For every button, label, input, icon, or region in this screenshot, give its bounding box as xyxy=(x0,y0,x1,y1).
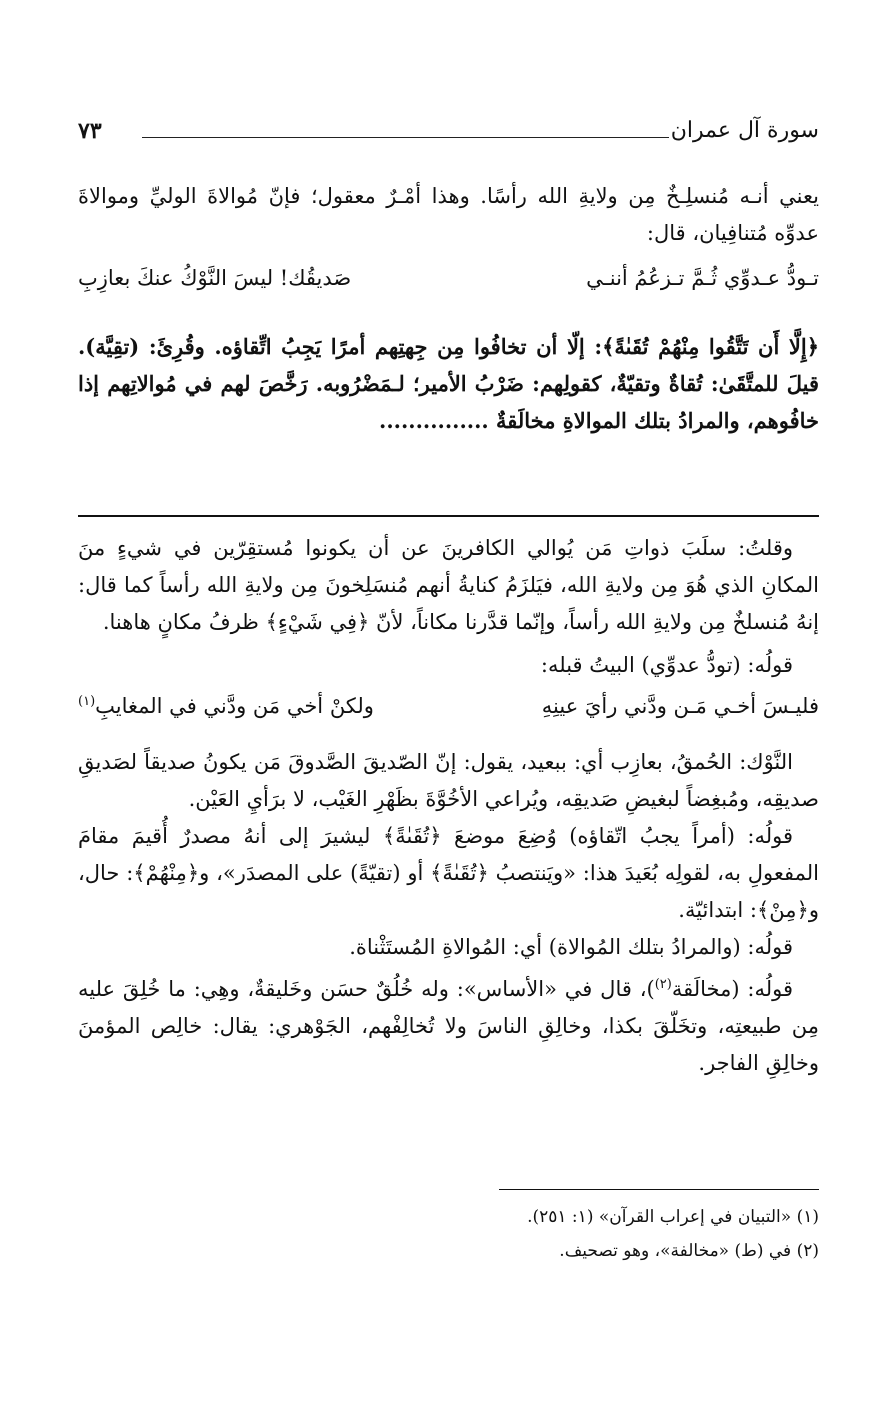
poetry-verse-1 xyxy=(78,266,819,306)
commentary-block xyxy=(78,178,819,439)
sharh-paragraph-6-start: قولُه: (مخالَقة xyxy=(671,977,793,1001)
header-rule xyxy=(142,137,669,138)
sharh-block xyxy=(78,530,819,1082)
sharh-paragraph-5: قولُه: (والمرادُ بتلك المُوالاة) أي: المُوالاةِ المُستَثْناة. xyxy=(349,935,793,959)
sharh-paragraph-4: قولُه: (أمراً يجبُ اتّقاؤه) وُضِعَ موضعَ ﴿تُقَىٰةً﴾ ليشيرَ إلى أنهُ مصدرٌ أُقيمَ مقامَ المفعولِ به، لقولِه بُعَيدَ هذا: «ويَنتصبُ ﴿تُقَىٰةً﴾ أو (تقيّةً) على المصدَر»، و﴿مِنْهُمْ﴾: حال، و﴿مِنْ﴾: ابتدائيّة. xyxy=(78,824,819,922)
commentary-paragraph-1: يعني أنـه مُنسلِـخٌ مِن ولايةِ الله رأسًا. وهذا أمْـرٌ معقول؛ فإنّ مُوالاةَ الوليِّ وموالاةَ عدوِّه مُتنافِيان، قال: xyxy=(78,184,819,245)
footnote-1: (١) «التبيان في إعراب القرآن» (١: ٢٥١). xyxy=(527,1207,819,1227)
commentary-separator-rule xyxy=(78,515,819,517)
sharh-paragraph-2: قولُه: (تودُّ عدوِّي) البيتُ قبله: xyxy=(540,653,793,677)
verse-1-first-hemistich: تـودُّ عـدوِّي ثُـمَّ تـزعُمُ أننـي xyxy=(586,266,819,290)
sharh-paragraph-6-rest: )، قال في «الأساس»: وله خُلُقٌ حسَن وخَليقةٌ، وهِي: ما خُلِقَ عليه مِن طبيعتِه، وتخَلّقَ بكذا، وخالِقِ الناسَ ولا تُخالِفْهم، الجَوْهري: يقال: خالِص المؤمنَ وخالِقِ الفاجر. xyxy=(78,977,819,1075)
page-header xyxy=(78,118,819,158)
verse-2-first-hemistich: فليـسَ أخـي مَـن ودَّني رأيَ عينِهِ xyxy=(541,694,819,718)
footnote-rule xyxy=(499,1189,819,1190)
verse-2-second-hemistich-wrap xyxy=(78,694,374,718)
sharh-paragraph-3: النَّوْك: الحُمقُ، بعازِب أي: ببعيد، يقول: إنّ الصّديقَ الصَّدوقَ مَن يكونُ صديقاً لصَديقِ صديقِه، ومُبغِضاً لبغيضِ صَديقِه، ويُراعي الأخُوَّةَ بظَهْرِ الغَيْب، لا برَأيِ العَيْن. xyxy=(78,750,819,811)
footnote-marker-1: (١) xyxy=(78,694,96,709)
running-title: سورة آل عمران xyxy=(670,118,819,143)
sharh-paragraph-1: وقلتُ: سلَبَ ذواتِ مَن يُوالي الكافرينَ عن أن يكونوا مُستقِرّين في شيءٍ منَ المكانِ الذي هُوَ مِن ولايةِ الله، فيَلزَمُ كنايةُ أنهم مُنسَلِخونَ مِن ولايةِ الله رأساً كما قال: إنهُ مُنسلخٌ مِن ولايةِ الله رأساً، وإنّما قدَّرنا مكاناً، لأنّ ﴿فِي شَيْءٍ﴾ ظرفُ مكانٍ هاهنا. xyxy=(78,536,819,634)
sharh-paragraph-6 xyxy=(78,966,819,1082)
verse-1-second-hemistich: صَديقُك! ليسَ النَّوْكُ عنكَ بعازِبِ xyxy=(78,266,352,290)
poetry-verse-2 xyxy=(78,694,819,734)
footnotes xyxy=(78,1200,819,1268)
footnote-2: (٢) في (ط) «مخالفة»، وهو تصحيف. xyxy=(559,1241,819,1261)
commentary-paragraph-2: ﴿إِلَّا أَن تَتَّقُوا مِنْهُمْ تُقَىٰةً﴾: إلّا أن تخافُوا مِن جِهتِهم أمرًا يَجِبُ اتِّقاؤه. وقُرِئَ: (تقِيَّة). قيلَ للمتَّقَىٰ: تُقاةٌ وتقيّةٌ، كقولِهم: ضَرْبُ الأمير؛ لـمَضْرُوبه. رَخَّصَ لهم في مُوالاتِهم إذا خافُوهم، والمرادُ بتلك الموالاةِ مخالَقةٌ ............... xyxy=(78,334,819,433)
verse-2-second-hemistich: ولكنْ أخي مَن ودَّني في المغايبِ xyxy=(95,694,374,718)
footnote-marker-2: (٢) xyxy=(654,977,672,992)
page-number: ٧٣ xyxy=(78,118,102,144)
